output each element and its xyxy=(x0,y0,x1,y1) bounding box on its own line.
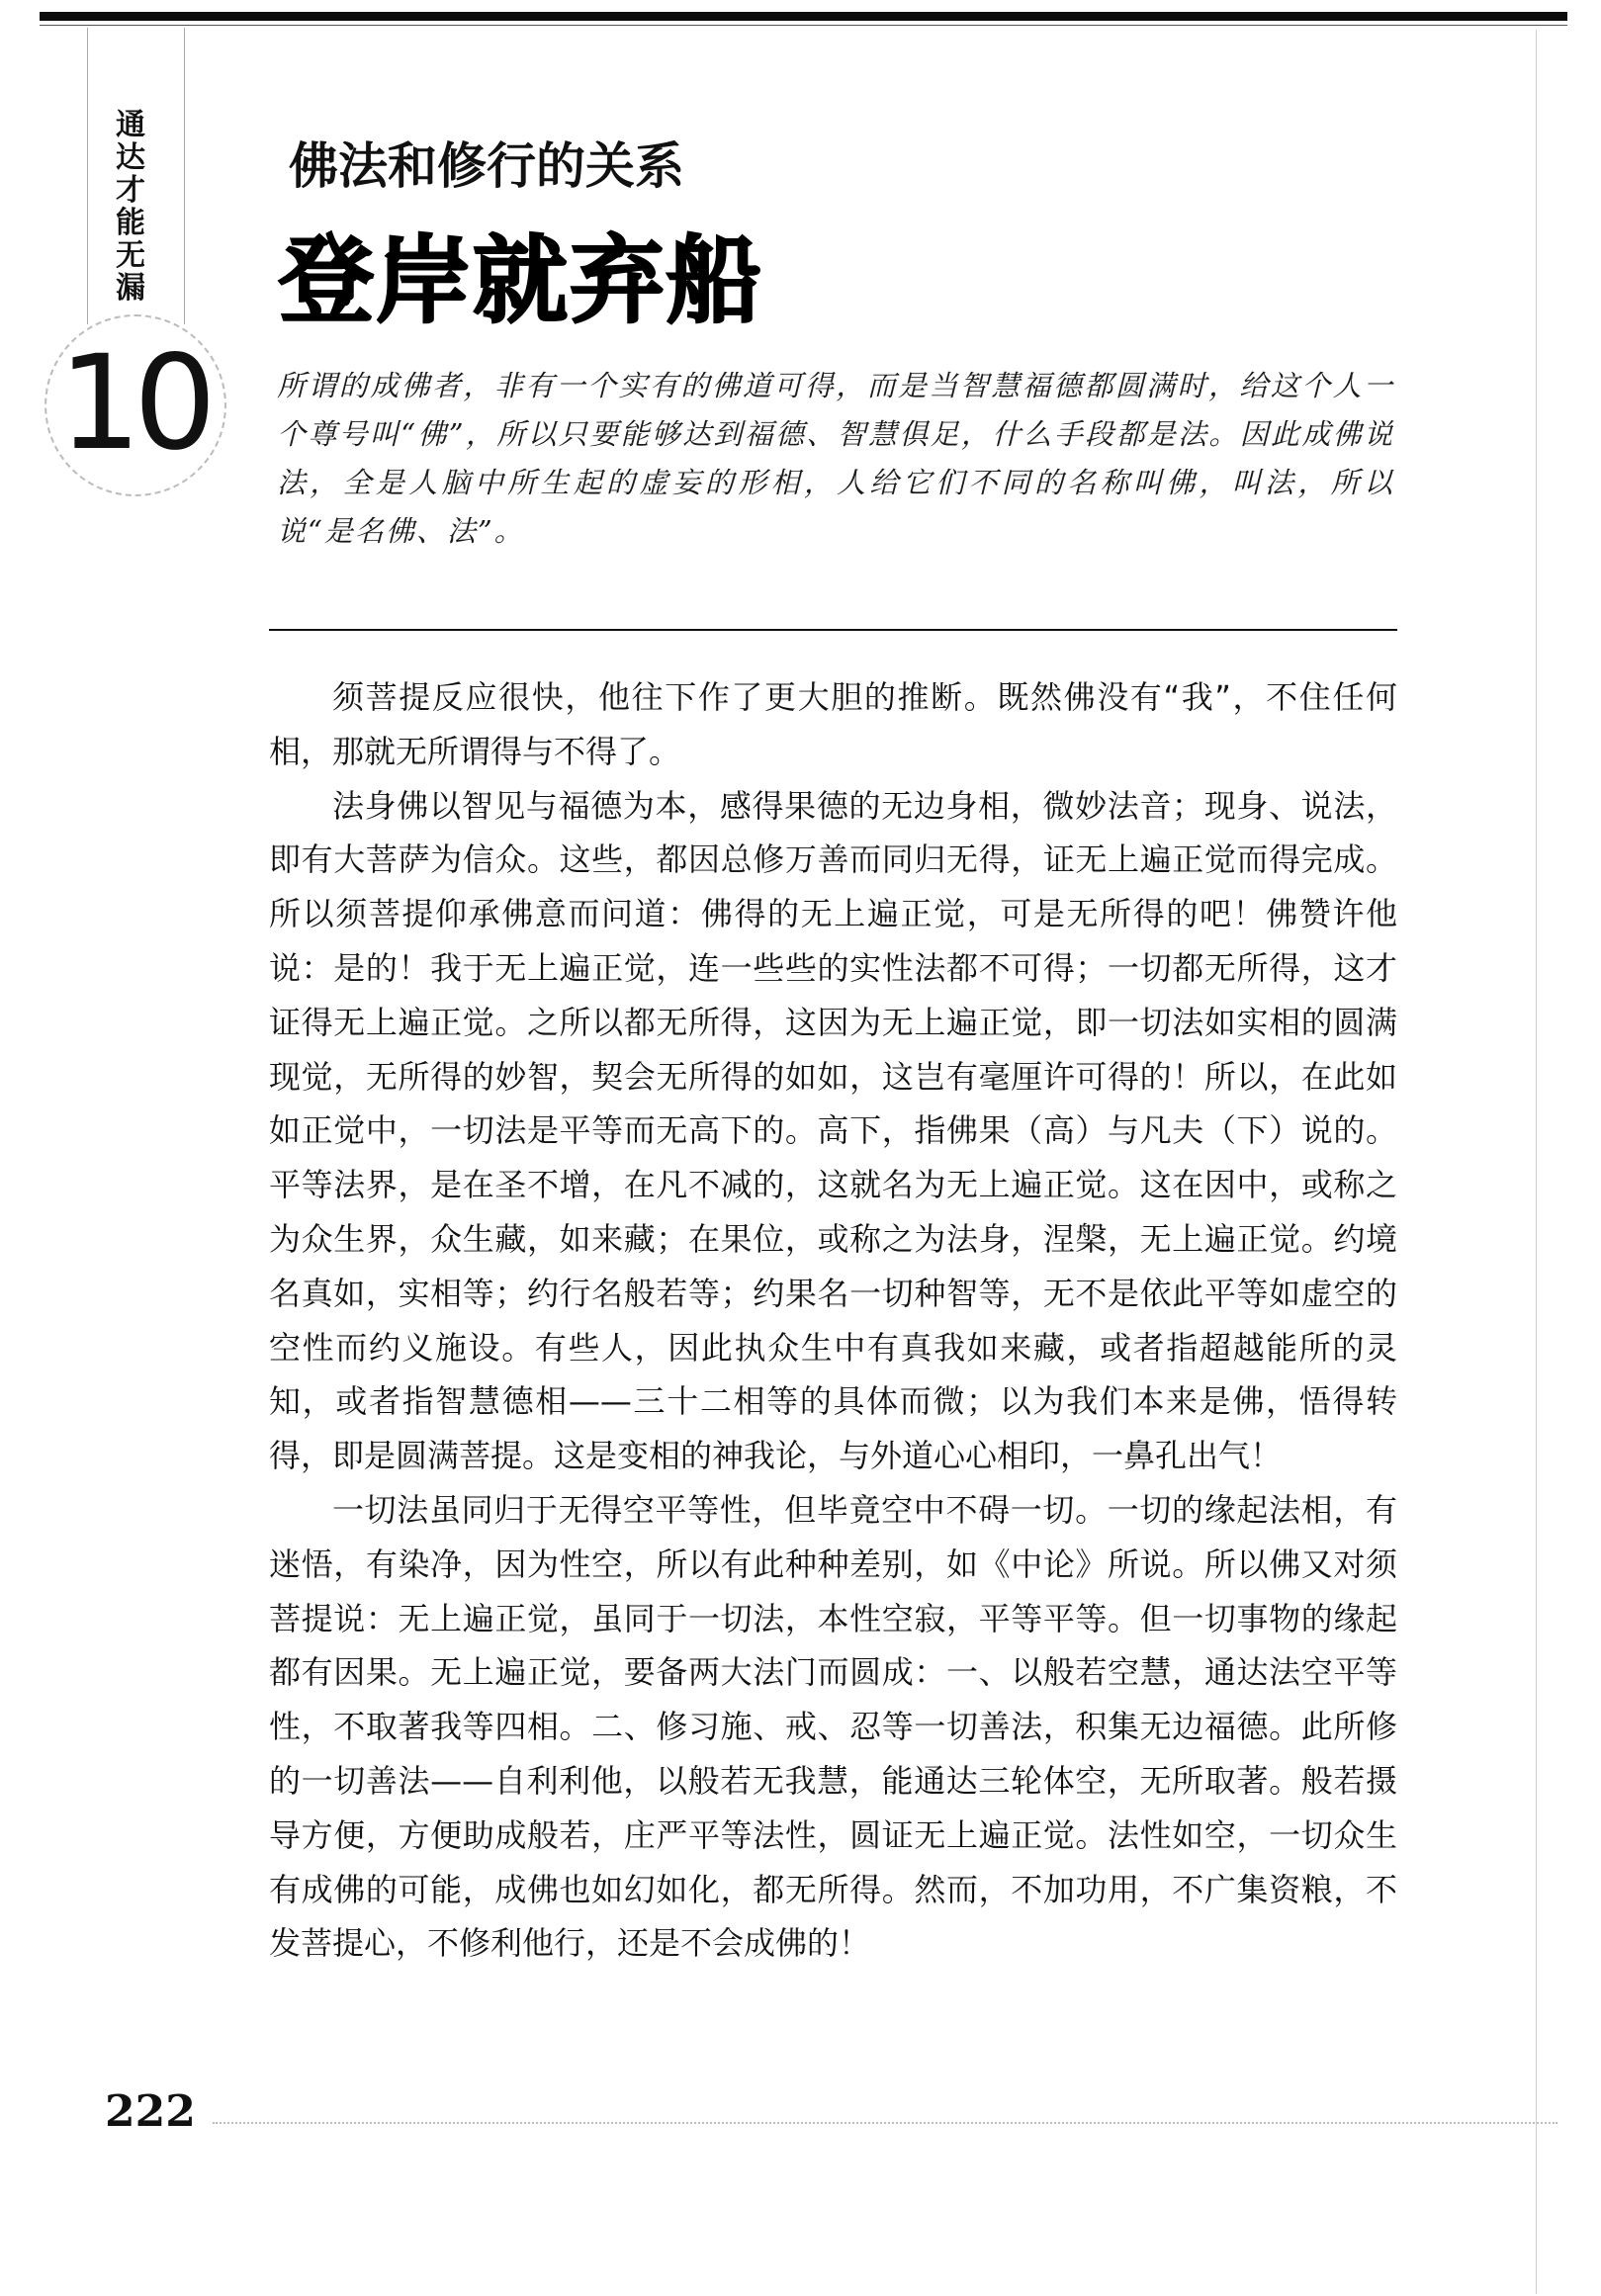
section-divider xyxy=(269,629,1397,631)
running-section-label: 通达才能无漏 xyxy=(116,108,145,306)
top-rule xyxy=(40,12,1567,21)
body-text xyxy=(269,670,1397,1971)
paragraph: 须菩提反应很快，他往下作了更大胆的推断。既然佛没有“我”，不住任何相，那就无所谓得与不得了。 xyxy=(269,678,1397,770)
top-rule-thin xyxy=(40,25,1567,26)
side-guide-line-right xyxy=(184,28,185,324)
page-number: 222 xyxy=(105,2086,196,2137)
paragraph: 法身佛以智见与福德为本，感得果德的无边身相，微妙法音；现身、说法，即有大菩萨为信众。这些，都因总修万善而同归无得，证无上遍正觉而得完成。所以须菩提仰承佛意而问道：佛得的无上遍正觉，可是无所得的吧！佛赞许他说：是的！我于无上遍正觉，连一些些的实性法都不可得；一切都无所得，这才证得无上遍正觉。之所以都无所得，这因为无上遍正觉，即一切法如实相的圆满现觉，无所得的妙智，契会无所得的如如，这岂有毫厘许可得的！所以，在此如如正觉中，一切法是平等而无高下的。高下，指佛果（高）与凡夫（下）说的。平等法界，是在圣不增，在凡不减的，这就名为无上遍正觉。这在因中，或称之为众生界，众生藏，如来藏；在果位，或称之为法身，涅槃，无上遍正觉。约境名真如，实相等；约行名般若等；约果名一切种智等，无不是依此平等如虚空的空性而约义施设。有些人，因此执众生中有真我如来藏，或者指超越能所的灵知，或者指智慧德相——三十二相等的具体而微；以为我们本来是佛，悟得转得，即是圆满菩提。这是变相的神我论，与外道心心相印，一鼻孔出气！ xyxy=(269,786,1397,1475)
chapter-title: 登岸就弃船 xyxy=(279,225,763,336)
paragraph: 一切法虽同归于无得空平等性，但毕竟空中不碍一切。一切的缘起法相，有迷悟，有染净，因为性空，所以有此种种差别，如《中论》所说。所以佛又对须菩提说：无上遍正觉，虽同于一切法，本性空寂，平等平等。但一切事物的缘起都有因果。无上遍正觉，要备两大法门而圆成：一、以般若空慧，通达法空平等性，不取著我等四相。二、修习施、戒、忍等一切善法，积集无边福德。此所修的一切善法——自利利他，以般若无我慧，能通达三轮体空，无所取著。般若摄导方便，方便助成般若，庄严平等法性，圆证无上遍正觉。法性如空，一切众生有成佛的可能，成佛也如幻如化，都无所得。然而，不加功用，不广集资粮，不发菩提心，不修利他行，还是不会成佛的！ xyxy=(269,1490,1397,1963)
chapter-subtitle: 佛法和修行的关系 xyxy=(289,136,684,195)
footer-rule xyxy=(213,2122,1557,2124)
side-guide-line-left xyxy=(87,28,88,324)
chapter-abstract: 所谓的成佛者，非有一个实有的佛道可得，而是当智慧福德都圆满时，给这个人一个尊号叫“佛”，所以只要能够达到福德、智慧俱足，什么手段都是法。因此成佛说法，全是人脑中所生起的虚妄的形相，人给它们不同的名称叫佛，叫法，所以说“是名佛、法”。 xyxy=(277,369,1394,548)
page-edge-line xyxy=(1536,30,1537,2294)
chapter-number: 10 xyxy=(58,327,209,480)
